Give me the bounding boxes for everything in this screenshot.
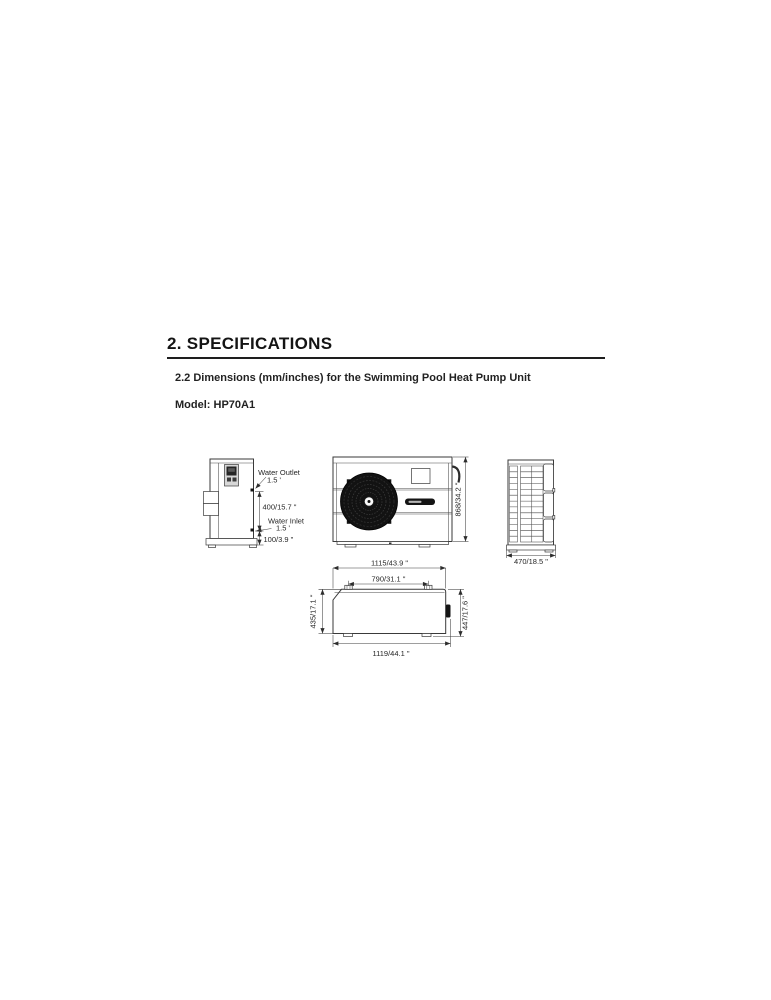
dim-front-height: 868/34.2 " [453,482,463,517]
water-outlet-label: Water Outlet [258,468,300,477]
controller-button [233,478,237,482]
coil-side-panel [544,464,554,491]
dim-overall-width: 1119/44.1 " [372,649,410,658]
dim-cabinet-depth: 435/17.1 " [308,594,318,629]
water-inlet-label: Water Inlet [268,516,304,526]
rating-sticker [412,469,431,484]
dimension-diagram [0,430,771,690]
dim-outlet-height: 400/15.7 " [262,502,297,512]
foot [422,634,431,637]
top-view [309,559,470,659]
dim-coil-depth: 470/18.5 " [514,557,548,566]
coil-side-panel [544,519,554,542]
dim-inlet-height: 100/3.9 " [263,535,294,544]
controller-button [227,478,231,482]
water-inlet-fitting [251,529,255,532]
front-view [333,457,469,547]
coil-view [507,460,556,566]
coil-side-panel [544,493,554,517]
water-outlet-leader [256,477,267,489]
side-access-panel [204,504,219,516]
front-view-base [337,542,449,545]
side-access-panel [204,492,219,504]
dimension-diagram-svg [0,430,771,685]
brand-label [405,499,435,506]
dim-mounting-width: 790/31.1 " [371,574,406,584]
side-view [204,459,305,548]
water-inlet-leader [256,529,272,532]
water-outlet-size: 1.5 ' [267,475,281,485]
side-view-base [206,539,257,546]
coil-view-base [507,545,556,550]
model-label: Model: HP70A1 [175,399,256,411]
fan-icon [341,473,398,530]
handle [453,467,460,483]
controller-panel [225,465,239,487]
heading-rule [167,357,605,359]
pipe-connection [446,605,451,618]
subsection-heading: 2.2 Dimensions (mm/inches) for the Swimming Pool Heat Pump Unit [175,372,531,384]
water-inlet-size: 1.5 ' [276,523,290,533]
dim-top-width: 1115/43.9 " [371,558,408,568]
water-outlet-fitting [251,489,255,492]
page-heading: 2. SPECIFICATIONS [167,334,333,353]
foot [344,634,353,637]
top-view-outline [333,589,446,633]
dim-overall-depth: 447/17.6 " [460,596,470,630]
